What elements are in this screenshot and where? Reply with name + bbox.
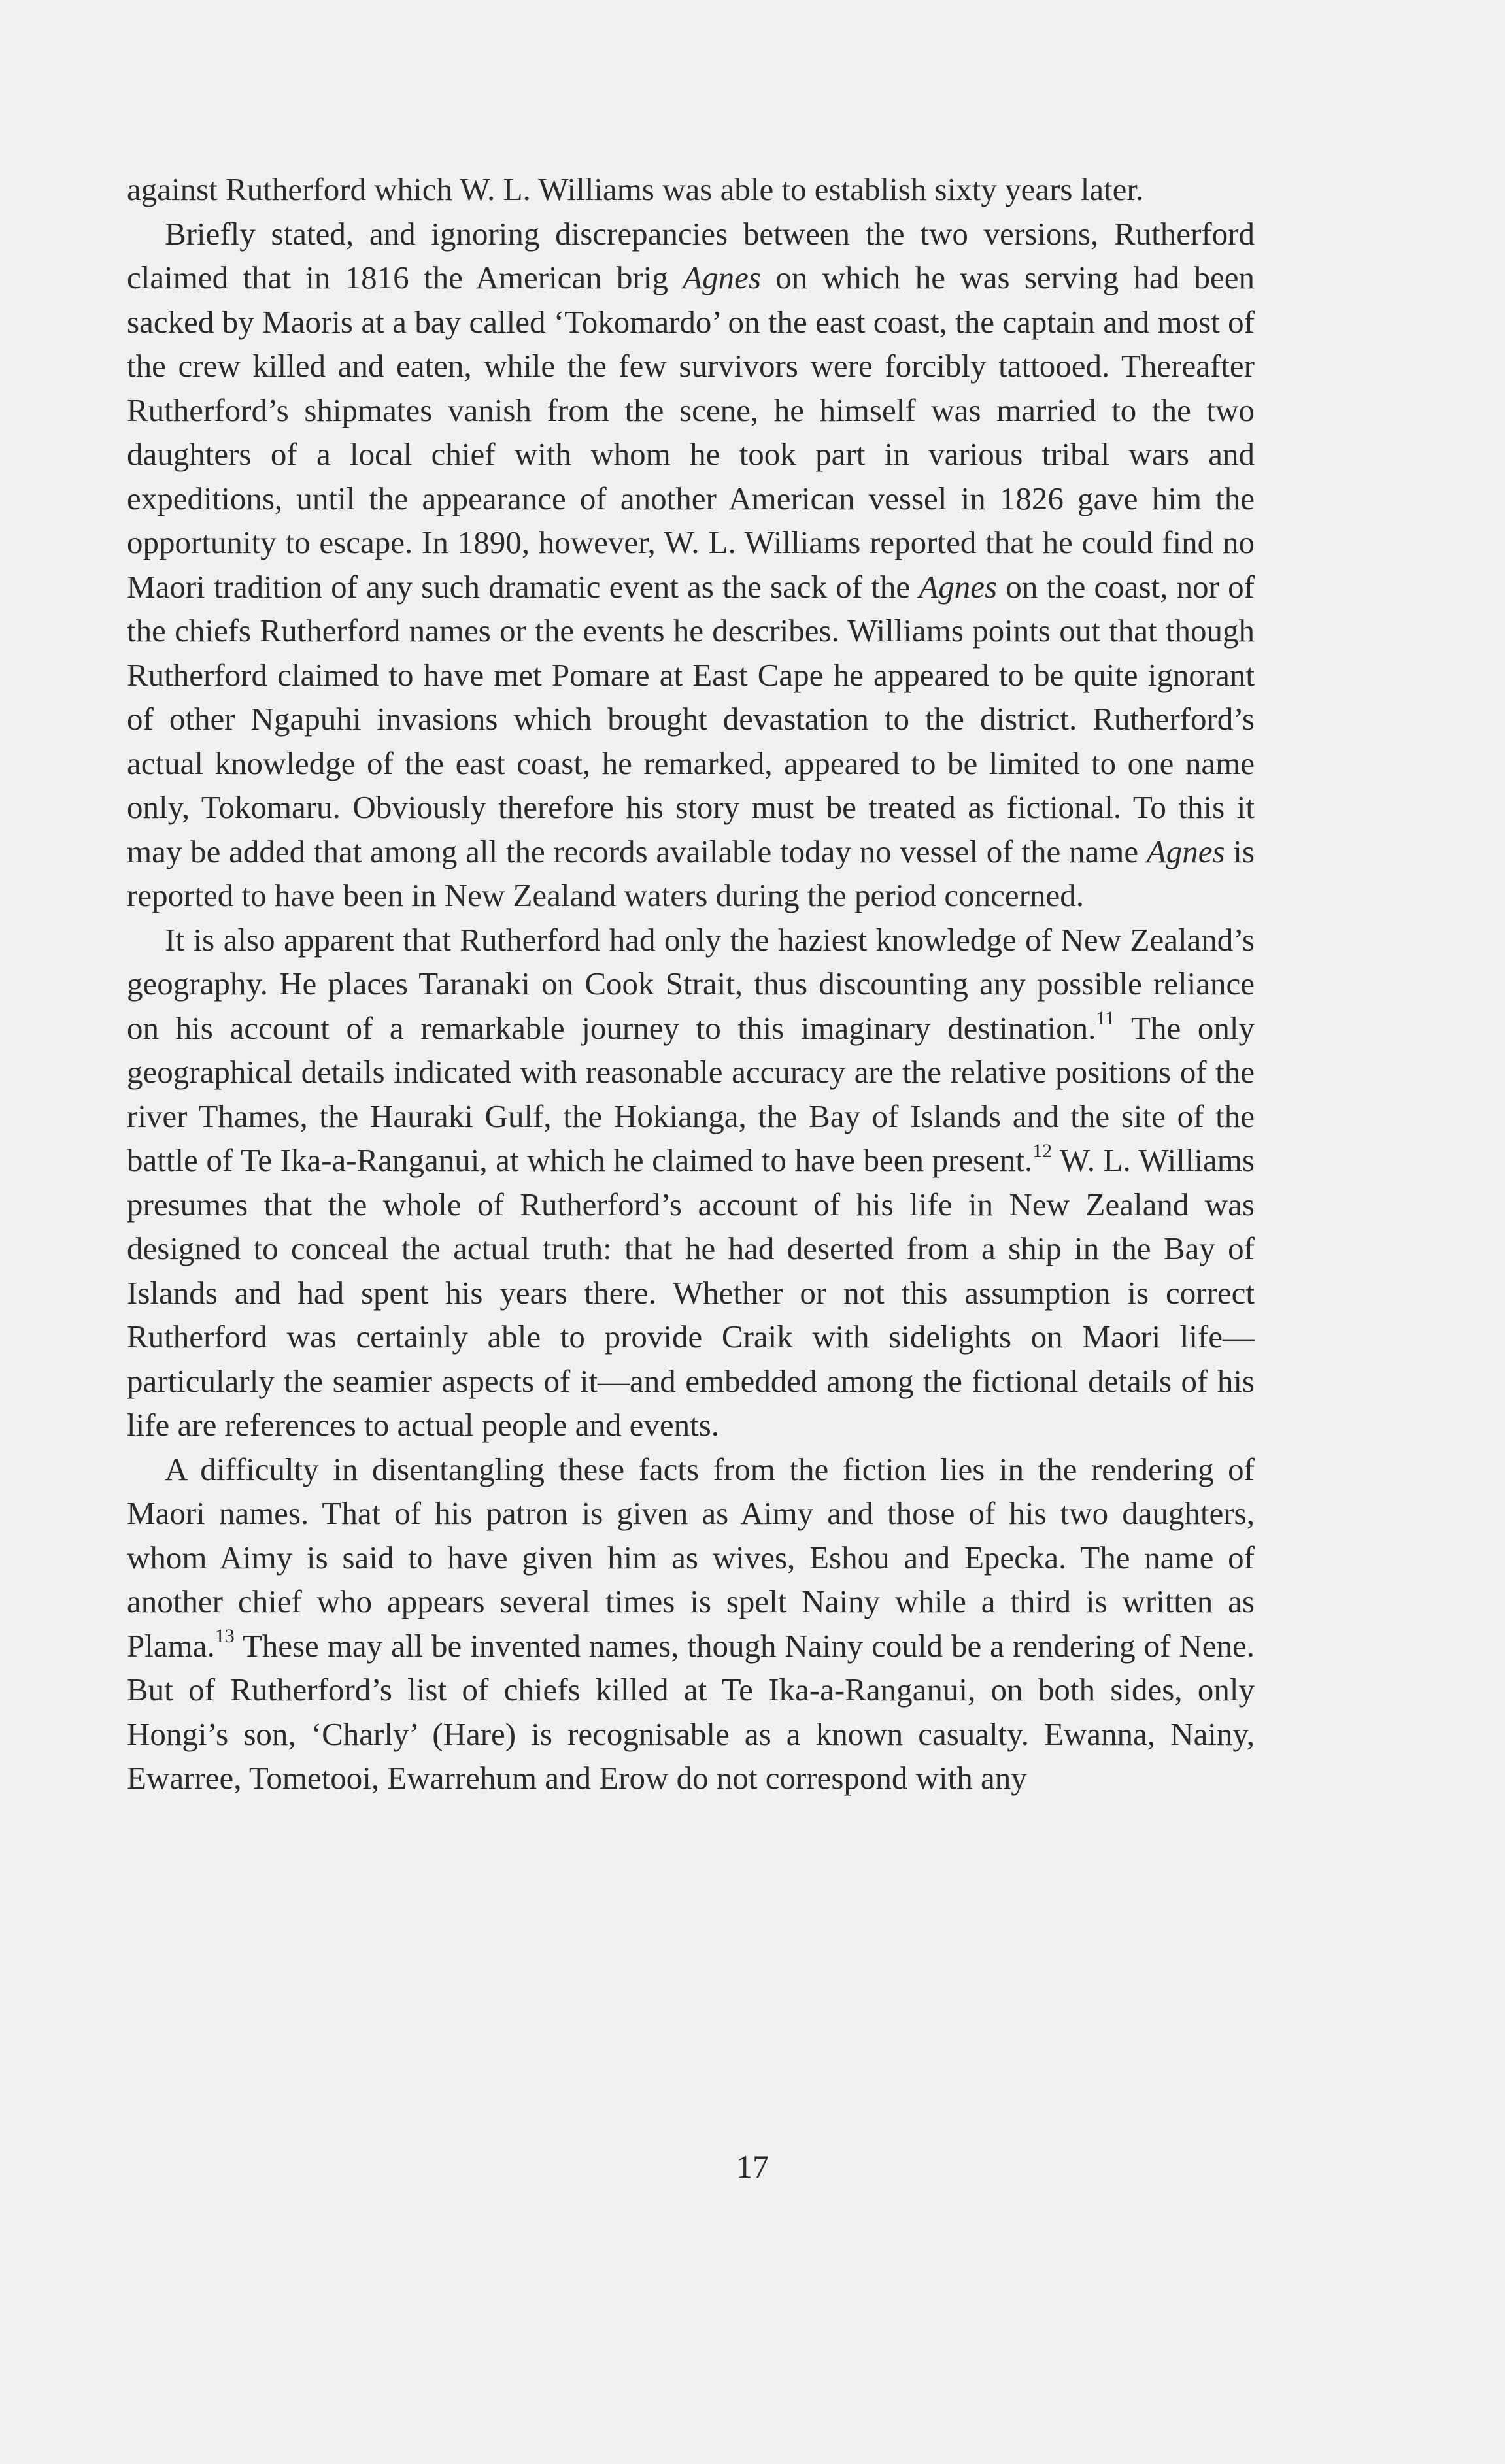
italic-text: Agnes (683, 260, 761, 295)
text-run: Briefly stated, and ignoring discrepancies between the two versions, Rutherford claimed that in 1816 the American brig (127, 215, 1255, 295)
text-run: is reported to have been in New Zealand waters during the period concerned. (127, 833, 1255, 913)
text-run: on which he was serving had been sacked by Maoris at a bay called ‘Tokomardo’ on the east coast, the captain and most of the crew killed and eaten, while the few survivors were forcibly tattooed. Thereafter Rutherford’s shipmates vanish from the scene, he himself was married to the two daughters of a local chief with whom he took part in various tribal wars and expeditions, until the appearance of another American vessel in 1826 gave him the opportunity to escape. In 1890, however, W. L. Williams reported that he could find no Maori tradition of any such dramatic event as the sack of the (127, 260, 1255, 605)
text-run: It is also apparent that Rutherford had only the haziest knowledge of New Zealand’s geography. He places Taranaki on Cook Strait, thus discounting any possible reliance on his account of a remarkable journey to this imaginary destination. (127, 921, 1255, 1046)
footnote-ref: 12 (1032, 1139, 1053, 1162)
paragraph (127, 1447, 1255, 1800)
text-run: A difficulty in disentangling these facts from the fiction lies in the rendering of Maori names. That of his patron is given as Aimy and those of his two daughters, whom Aimy is said to have given him as wives, Eshou and Epecka. The name of another chief who appears several times is spelt Nainy while a third is written as Plama. (127, 1451, 1255, 1664)
text-run: against Rutherford which W. L. Williams was able to establish sixty years later. (127, 171, 1144, 207)
body-text (127, 167, 1255, 1800)
page-number: 17 (736, 2148, 769, 2185)
paragraph (127, 212, 1255, 918)
paragraph (127, 918, 1255, 1447)
paragraph (127, 167, 1255, 212)
text-run: on the coast, nor of the chiefs Rutherford names or the events he describes. Williams points out that though Rutherford claimed to have met Pomare at East Cape he appeared to be quite ignorant of other Ngapuhi invasions which brought devastation to the district. Rutherford’s actual knowledge of the east coast, he remarked, appeared to be limited to one name only, Tokomaru. Obviously therefore his story must be treated as fictional. To this it may be added that among all the records available today no vessel of the name (127, 568, 1255, 869)
text-run: W. L. Williams presumes that the whole of Rutherford’s account of his life in New Zealand was designed to conceal the actual truth: that he had deserted from a ship in the Bay of Islands and had spent his years there. Whether or not this assumption is correct Rutherford was certainly able to provide Craik with sidelights on Maori life—particularly the seamier aspects of it—and embedded among the fictional details of his life are references to actual people and events. (127, 1142, 1255, 1443)
footnote-ref: 11 (1096, 1007, 1115, 1030)
footnote-ref: 13 (214, 1625, 235, 1647)
text-run: These may all be invented names, though Nainy could be a rendering of Nene. But of Rutherford’s list of chiefs killed at Te Ika-a-Ranganui, on both sides, only Hongi’s son, ‘Charly’ (Hare) is recognisable as a known casualty. Ewanna, Nainy, Ewarree, Tometooi, Ewarrehum and Erow do not correspond with any (127, 1627, 1255, 1796)
text-run: The only geographical details indicated with reasonable accuracy are the relative positions of the river Thames, the Hauraki Gulf, the Hokianga, the Bay of Islands and the site of the battle of Te Ika-a-Ranganui, at which he claimed to have been present. (127, 1009, 1255, 1178)
italic-text: Agnes (1146, 833, 1225, 869)
italic-text: Agnes (919, 568, 998, 605)
